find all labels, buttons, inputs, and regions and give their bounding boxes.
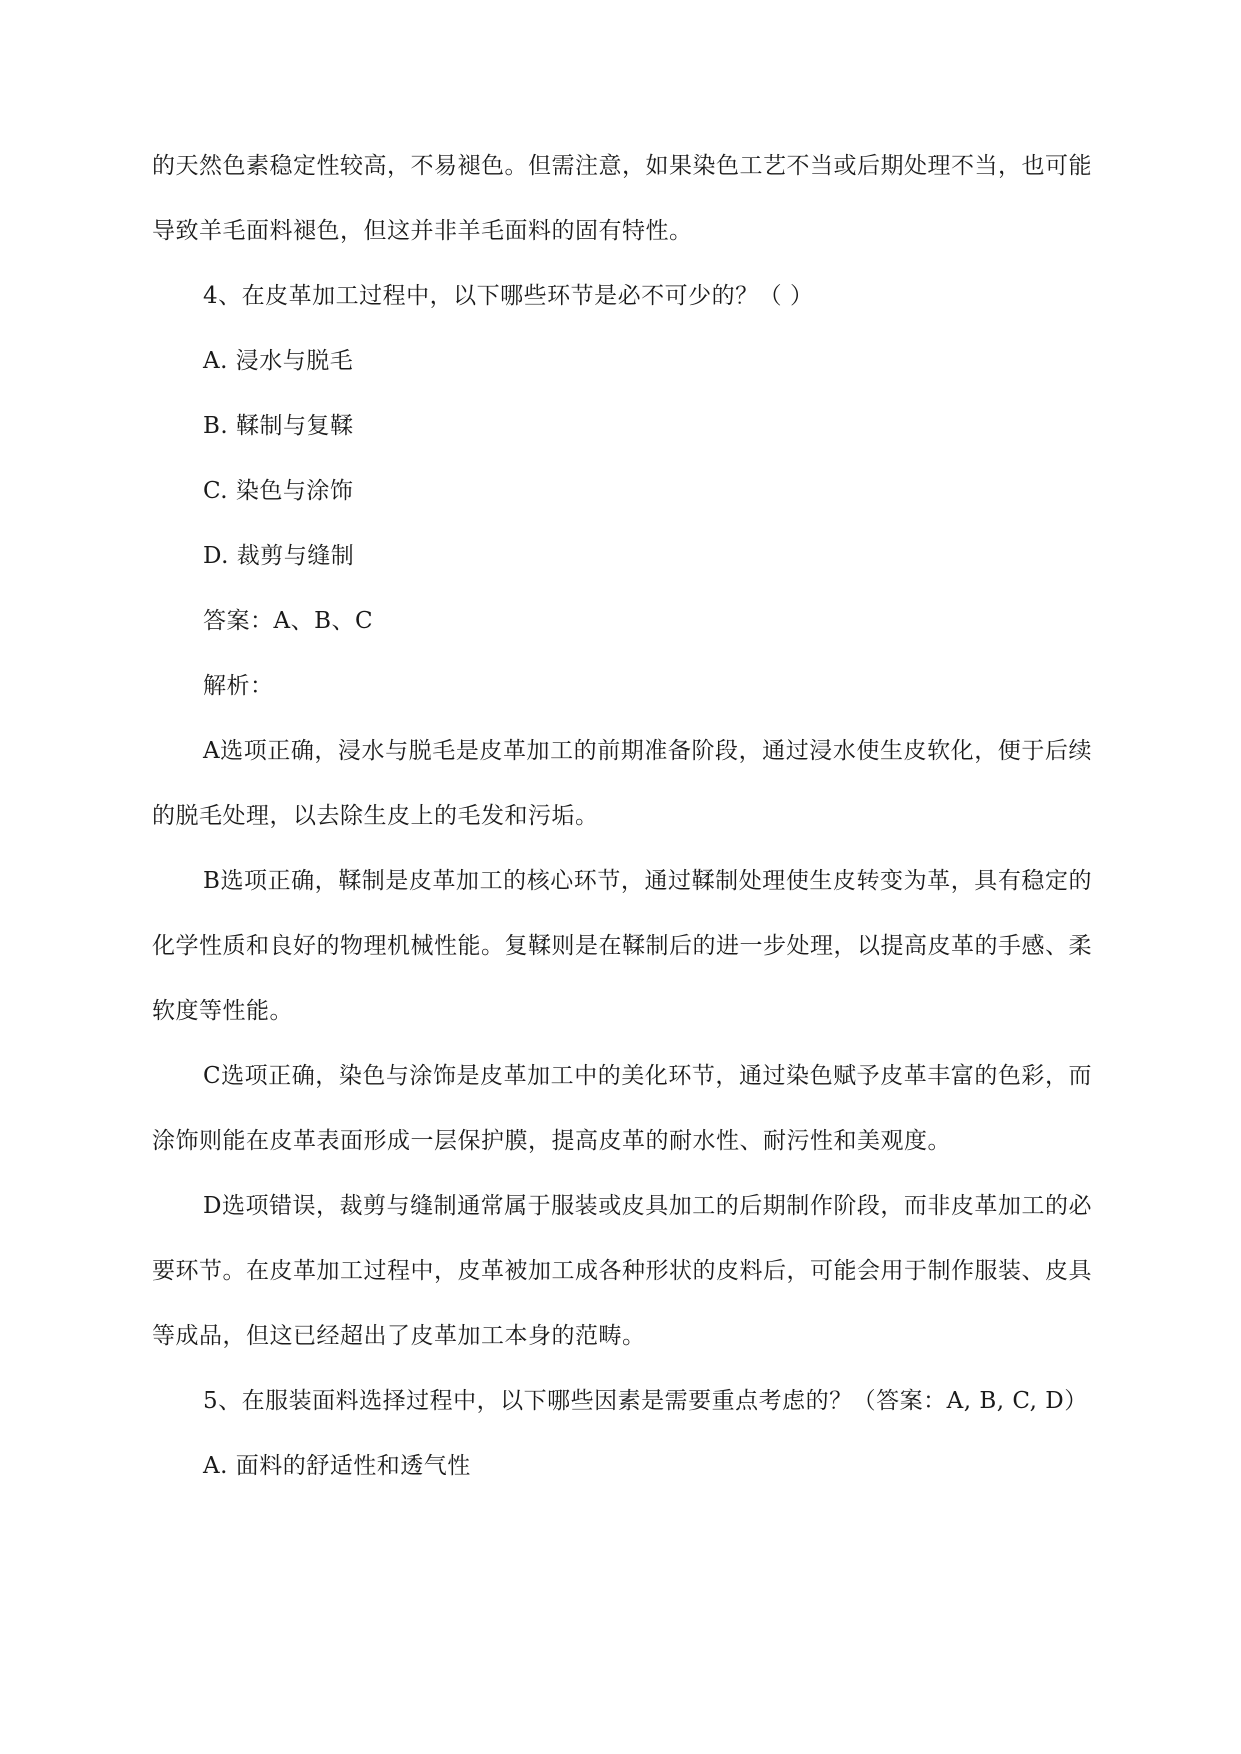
question-5-option-a: A. 面料的舒适性和透气性 bbox=[203, 1453, 471, 1479]
analysis-option-a: A选项正确，浸水与脱毛是皮革加工的前期准备阶段，通过浸水使生皮软化，便于后续的脱毛处理，以去除生皮上的毛发和污垢。 bbox=[152, 738, 1092, 829]
question-5-stem: 5、在服装面料选择过程中，以下哪些因素是需要重点考虑的？（答案：A, B, C, D） bbox=[203, 1388, 1088, 1414]
analysis-option-b: B选项正确，鞣制是皮革加工的核心环节，通过鞣制处理使生皮转变为革，具有稳定的化学性质和良好的物理机械性能。复鞣则是在鞣制后的进一步处理，以提高皮革的手感、柔软度等性能。 bbox=[152, 868, 1092, 1024]
paragraph-wool-fading-conclusion: 的天然色素稳定性较高，不易褪色。但需注意，如果染色工艺不当或后期处理不当，也可能导致羊毛面料褪色，但这并非羊毛面料的固有特性。 bbox=[152, 153, 1092, 244]
question-4-option-a: A. 浸水与脱毛 bbox=[203, 348, 354, 374]
question-4-option-c: C. 染色与涂饰 bbox=[203, 478, 354, 504]
question-4-analysis-heading: 解析： bbox=[203, 673, 274, 699]
question-4-option-d: D. 裁剪与缝制 bbox=[203, 543, 355, 569]
question-4-answer: 答案：A、B、C bbox=[203, 608, 374, 634]
question-4-option-b: B. 鞣制与复鞣 bbox=[203, 413, 354, 439]
analysis-option-c: C选项正确，染色与涂饰是皮革加工中的美化环节，通过染色赋予皮革丰富的色彩，而涂饰则能在皮革表面形成一层保护膜，提高皮革的耐水性、耐污性和美观度。 bbox=[152, 1063, 1092, 1154]
analysis-option-d: D选项错误，裁剪与缝制通常属于服装或皮具加工的后期制作阶段，而非皮革加工的必要环节。在皮革加工过程中，皮革被加工成各种形状的皮料后，可能会用于制作服装、皮具等成品，但这已经超出了皮革加工本身的范畴。 bbox=[152, 1193, 1092, 1349]
question-4-stem: 4、在皮革加工过程中，以下哪些环节是必不可少的？（ ） bbox=[203, 283, 814, 309]
document-body bbox=[152, 134, 1092, 1499]
